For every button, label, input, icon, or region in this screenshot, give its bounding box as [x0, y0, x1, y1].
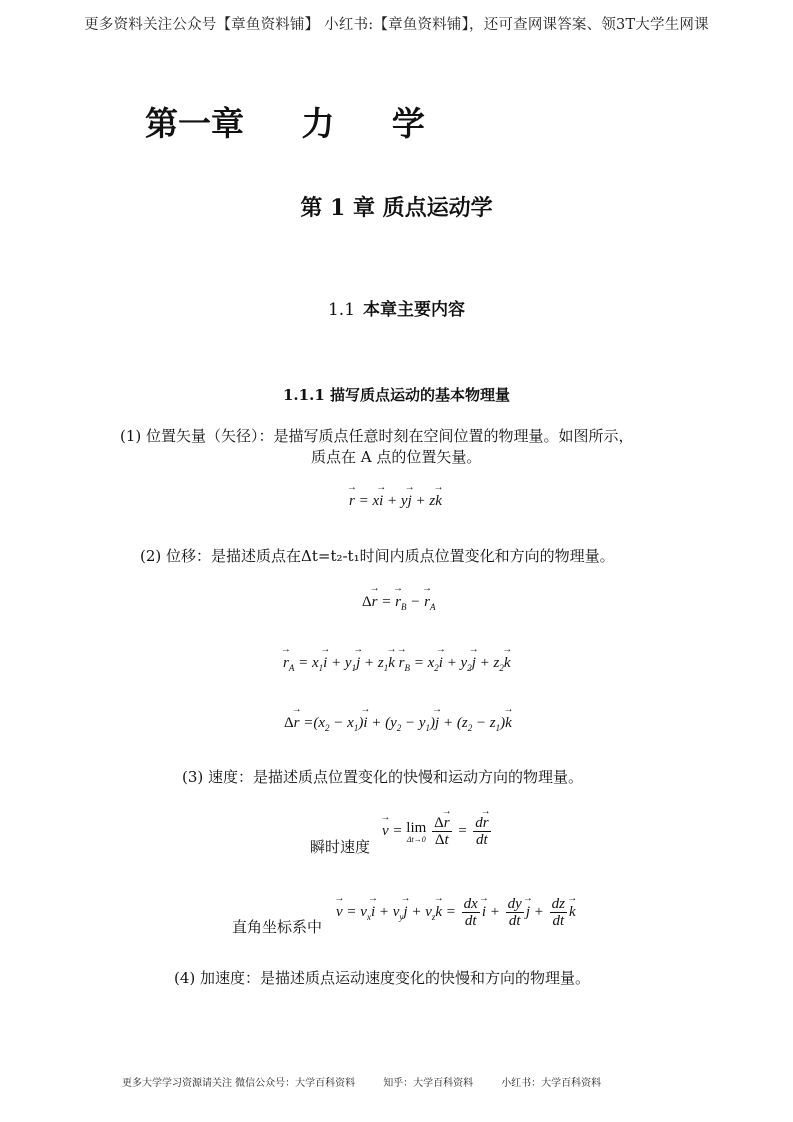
page-header: 更多资料关注公众号【章鱼资料铺】 小红书:【章鱼资料铺】，还可查网课答案、领3T大学生网课 [84, 17, 709, 33]
item-2-text: (2) 位移：是描述质点在Δt=t₂-t₁时间内质点位置变化和方向的物理量。 [140, 547, 615, 565]
instant-velocity-formula: → v = lim Δt→0 $\frac{\Delta\to r}{\Delta t}$ = $\frac{d\to r}{dt}$ [382, 815, 493, 848]
footer-zhihu: 知乎：大学百科资料 [383, 1078, 474, 1089]
position-vector-formula: → r = x→ i + y→ j + z→ k [349, 493, 442, 510]
section-title [0, 295, 793, 320]
item-1-line2: 质点在 A 点的位置矢量。 [311, 448, 482, 466]
item-1-line1: (1) 位置矢量（矢径）：是描写质点任意时刻在空间位置的物理量。如图所示， [120, 427, 634, 445]
footer-xiaohongshu: 小红书：大学百科资料 [501, 1078, 602, 1089]
subsection-title: 1.1.1 描写质点运动的基本物理量 [283, 386, 510, 404]
footer-wechat: 更多大学学习资源请关注 微信公众号：大学百科资料 [122, 1078, 356, 1089]
item-4-text: (4) 加速度：是描述质点运动速度变化的快慢和方向的物理量。 [174, 969, 591, 987]
section-label: 本章主要内容 [363, 300, 466, 320]
instant-velocity-label: 瞬时速度 [310, 838, 371, 856]
page-footer [122, 1074, 629, 1089]
displacement-components-formula: $\Delta\to r =(x_2 - x_1)\to i + (y_2 - y_1)\to j + (z_2 - z_1)\to k$ [284, 715, 512, 733]
cartesian-label: 直角坐标系中 [232, 918, 323, 936]
section-number: 1.1 [327, 300, 356, 320]
chapter-title: 第 1 章 质点运动学 [300, 195, 493, 221]
part-title: 第一章 力 学 [145, 104, 425, 143]
item-3-text: (3) 速度：是描述质点位置变化的快慢和运动方向的物理量。 [182, 768, 584, 786]
displacement-formula: Δ→ r = → $r_B$ − → $r_A$ [362, 594, 435, 612]
endpoint-vectors-formula: → $r_A = x_1\to i + y_1\to j + z_1\to k \to r_B = x_2\to i + y_2\to j + z_2\to k$ [283, 655, 511, 673]
cartesian-velocity-formula: → $v = v_x\to i + v_y\to j + v_z\to k$ = $\frac{dx}{dt}$ → i + $\frac{dy}{dt}$ → j + $\frac{dz}{dt}$ → k [336, 896, 576, 929]
